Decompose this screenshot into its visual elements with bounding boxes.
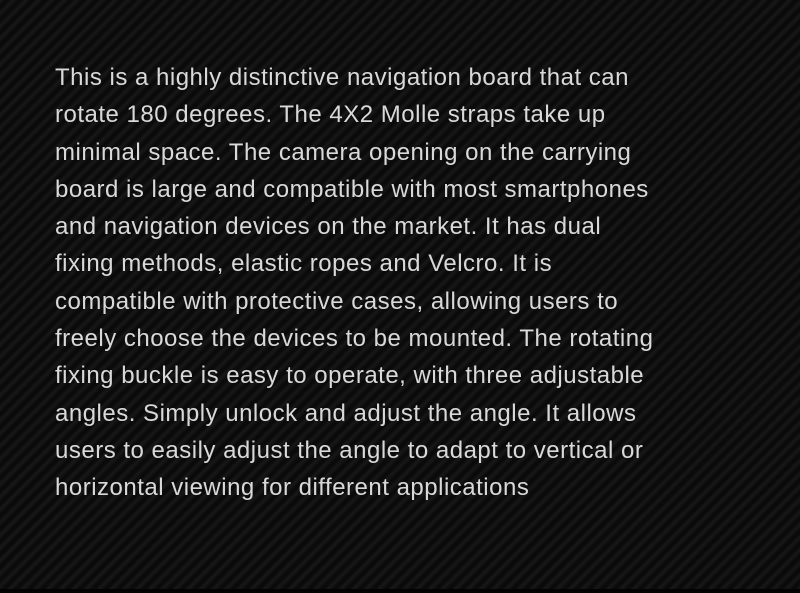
description-line: freely choose the devices to be mounted. The rotating <box>55 325 654 353</box>
description-line: users to easily adjust the angle to adapt to vertical or <box>55 436 644 464</box>
description-line: minimal space. The camera opening on the carrying <box>55 138 632 166</box>
description-line: rotate 180 degrees. The 4X2 Molle straps take up <box>55 101 606 129</box>
description-line: fixing methods, elastic ropes and Velcro. It is <box>55 250 553 278</box>
description-line: angles. Simply unlock and adjust the angle. It allows <box>55 399 637 427</box>
product-description <box>55 59 755 507</box>
description-line: fixing buckle is easy to operate, with three adjustable <box>55 362 645 390</box>
bottom-edge-strip <box>0 589 800 593</box>
description-line: and navigation devices on the market. It has dual <box>55 213 602 241</box>
description-line: horizontal viewing for different applications <box>55 474 530 502</box>
description-line: compatible with protective cases, allowing users to <box>55 287 619 315</box>
description-line: board is large and compatible with most smartphones <box>55 175 649 203</box>
description-line: This is a highly distinctive navigation board that can <box>55 64 629 91</box>
